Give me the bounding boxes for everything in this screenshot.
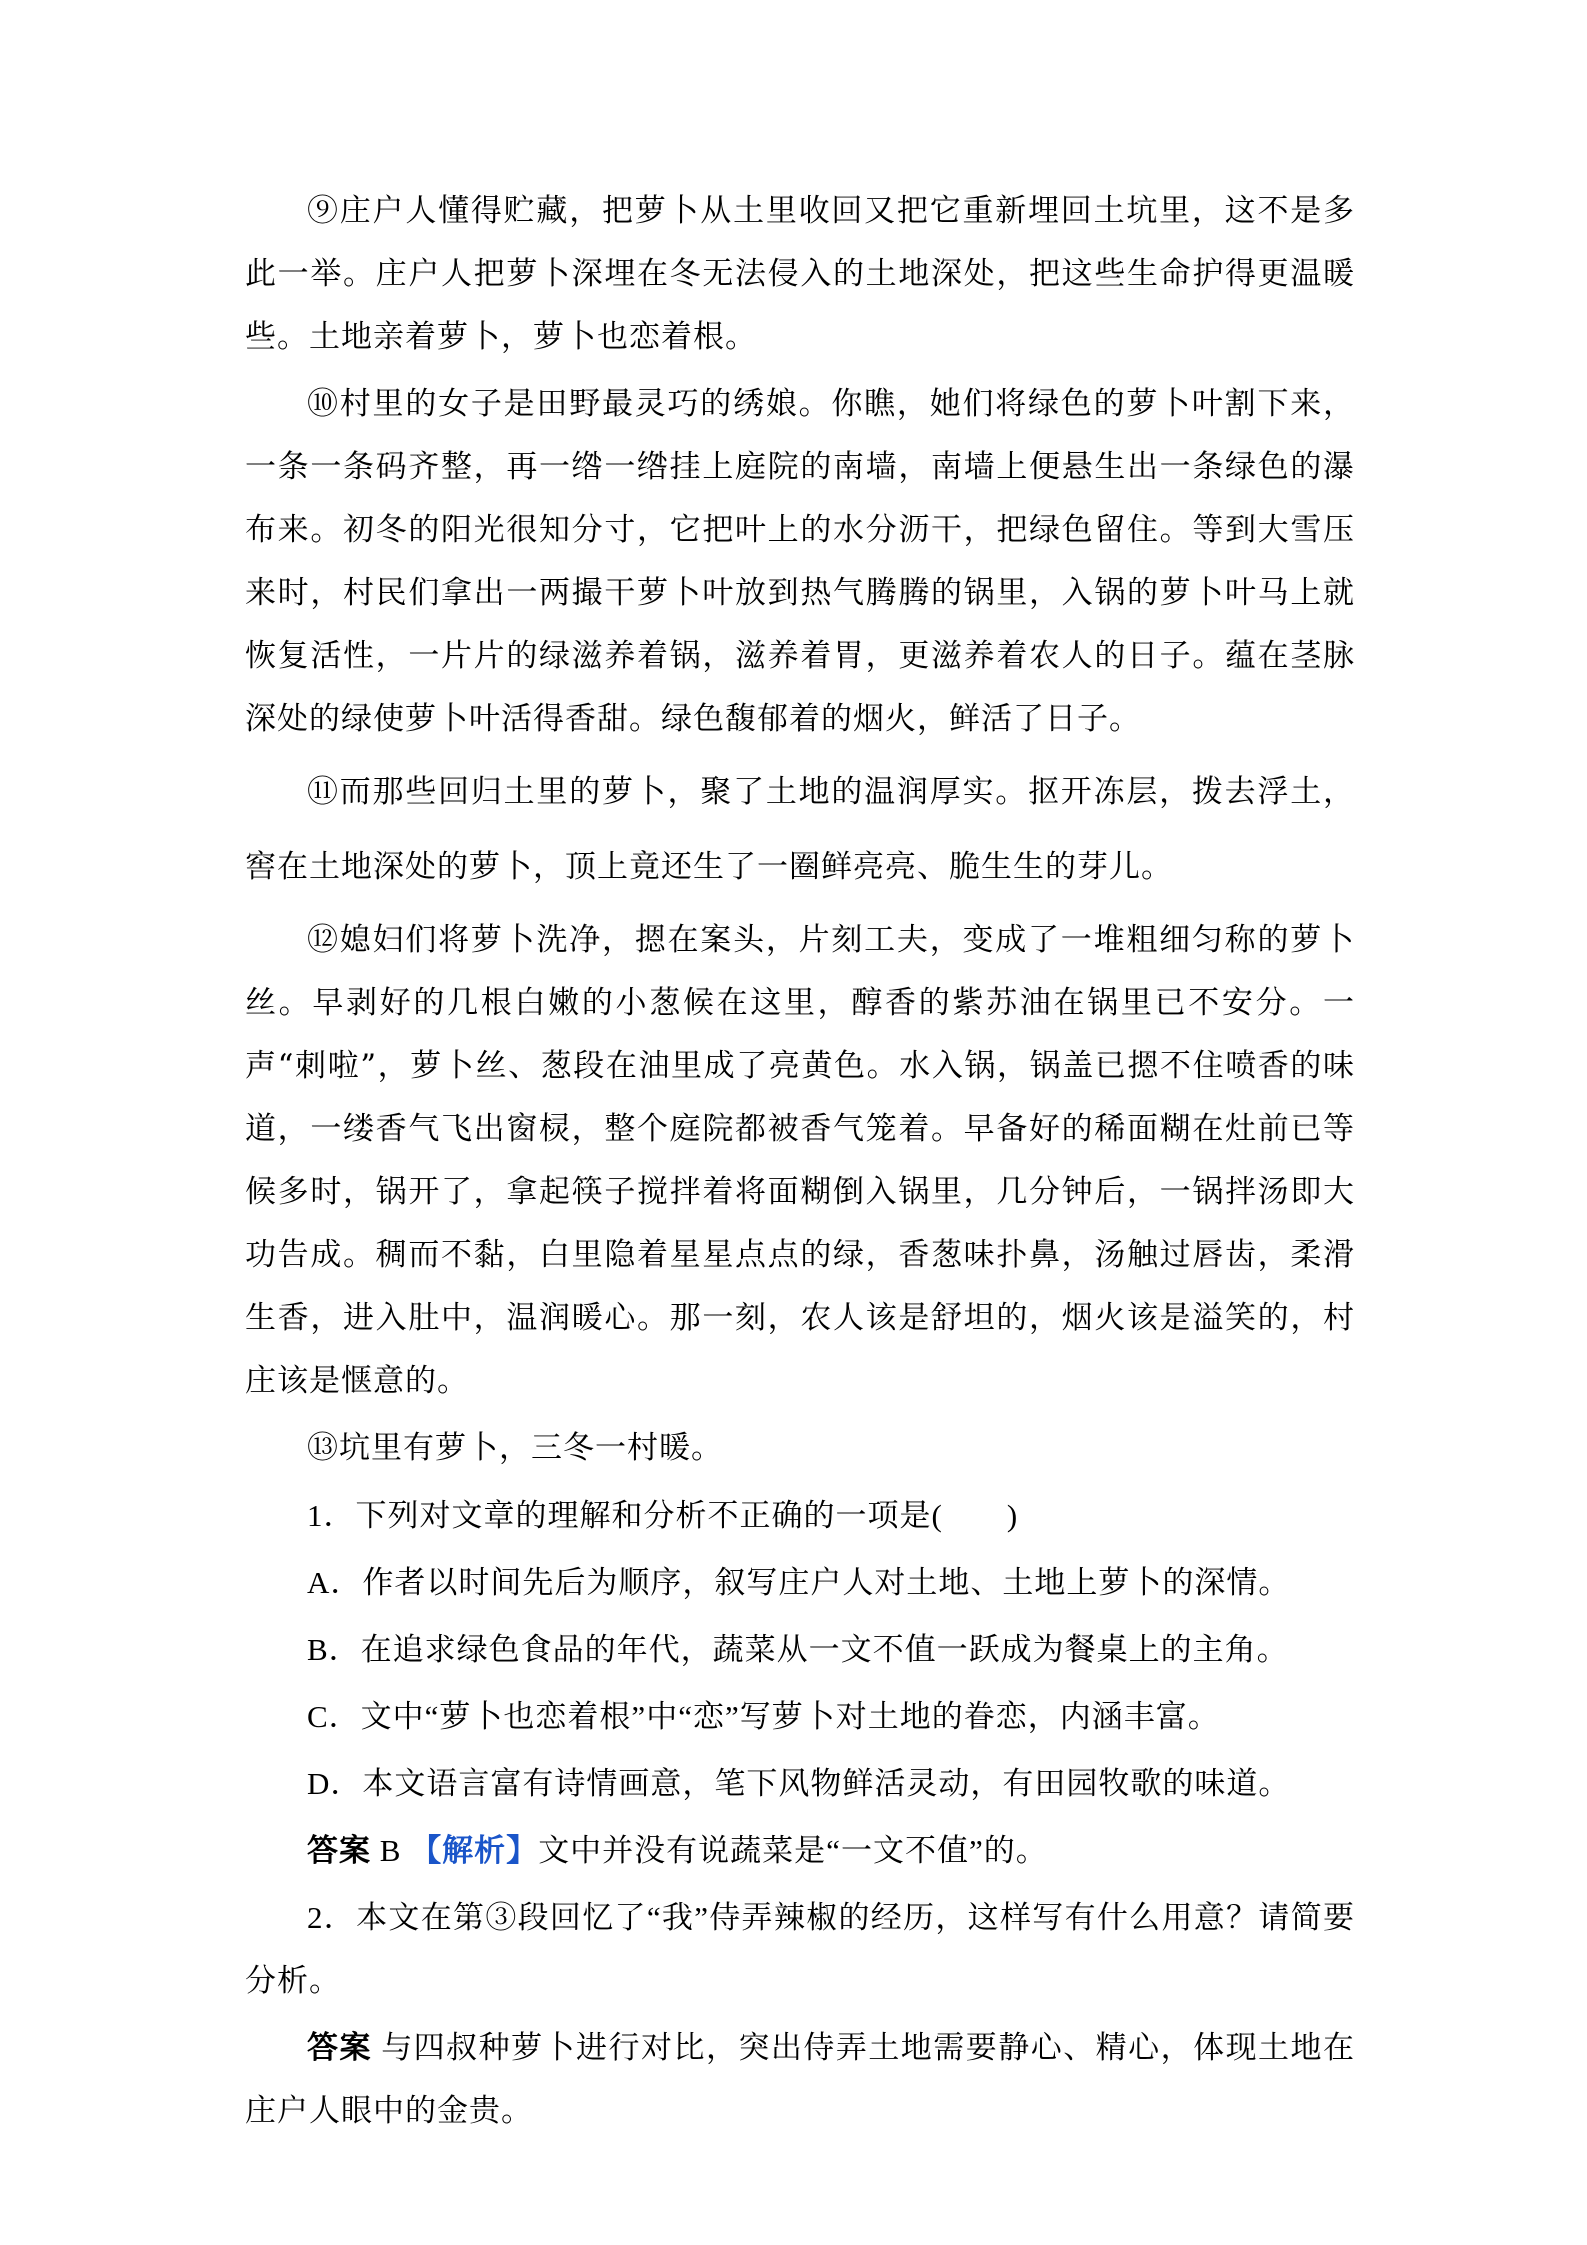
paragraph-13: ⑬坑里有萝卜，三冬一村暖。 (307, 1430, 723, 1466)
answer-text-2: 与四叔种萝卜进行对比，突出侍弄土地需要静心、精心，体现土地在庄户人眼中的金贵。 (245, 2030, 1356, 2128)
answer-label-2: 答案 (307, 2030, 372, 2065)
question-1-answer (245, 1819, 1355, 1882)
question-1-option-c: C．文中“萝卜也恋着根”中“恋”写萝卜对土地的眷恋，内涵丰富。 (307, 1699, 1220, 1734)
paragraph-10: ⑩村里的女子是田野最灵巧的绣娘。你瞧，她们将绿色的萝卜叶割下来，一条一条码齐整，再一绺一绺挂上庭院的南墙，南墙上便悬生出一条绿色的瀑布来。初冬的阳光很知分寸，它把叶上的水分沥干，把绿色留住。等到大雪压来时，村民们拿出一两撮干萝卜叶放到热气腾腾的锅里，入锅的萝卜叶马上就恢复活性，一片片的绿滋养着锅，滋养着胃，更滋养着农人的日子。蕴在茎脉深处的绿使萝卜叶活得香甜。绿色馥郁着的烟火，鲜活了日子。 (245, 386, 1355, 737)
question-1-option-b: B．在追求绿色食品的年代，蔬菜从一文不值一跃成为餐桌上的主角。 (307, 1632, 1289, 1667)
paragraph-12: ⑫媳妇们将萝卜洗净，摁在案头，片刻工夫，变成了一堆粗细匀称的萝卜丝。早剥好的几根白嫩的小葱候在这里，醇香的紫苏油在锅里已不安分。一声“刺啦”，萝卜丝、葱段在油里成了亮黄色。水入锅，锅盖已摁不住喷香的味道，一缕香气飞出窗棂，整个庭院都被香气笼着。早备好的稀面糊在灶前已等候多时，锅开了，拿起筷子搅拌着将面糊倒入锅里，几分钟后，一锅拌汤即大功告成。稠而不黏，白里隐着星星点点的绿，香葱味扑鼻，汤触过唇齿，柔滑生香，进入肚中，温润暖心。那一刻，农人该是舒坦的，烟火该是溢笑的，村庄该是惬意的。 (245, 922, 1355, 1399)
question-1-option-a: A．作者以时间先后为顺序，叙写庄户人对土地、土地上萝卜的深情。 (307, 1565, 1291, 1600)
question-2-stem: 2．本文在第③段回忆了“我”侍弄辣椒的经历，这样写有什么用意？请简要分析。 (245, 1900, 1355, 1998)
paragraph-9: ⑨庄户人懂得贮藏，把萝卜从土里收回又把它重新埋回土坑里，这不是多此一举。庄户人把萝卜深埋在冬无法侵入的土地深处，把这些生命护得更温暖些。土地亲着萝卜，萝卜也恋着根。 (245, 193, 1355, 355)
question-1-stem: 1．下列对文章的理解和分析不正确的一项是( ) (307, 1498, 1019, 1533)
analysis-text: 文中并没有说蔬菜是“一文不值”的。 (538, 1833, 1048, 1868)
answer-label: 答案 (307, 1833, 371, 1868)
question-1-option-d: D．本文语言富有诗情画意，笔下风物鲜活灵动，有田园牧歌的味道。 (307, 1766, 1291, 1801)
question-2-answer (245, 2016, 1355, 2142)
answer-choice: B (379, 1833, 402, 1868)
document-page (245, 180, 1355, 2142)
paragraph-11: ⑪而那些回归土里的萝卜，聚了土地的温润厚实。抠开冻层，拨去浮土，窖在土地深处的萝卜，顶上竟还生了一圈鲜亮亮、脆生生的芽儿。 (245, 774, 1355, 885)
analysis-label: 【解析】 (410, 1833, 539, 1868)
